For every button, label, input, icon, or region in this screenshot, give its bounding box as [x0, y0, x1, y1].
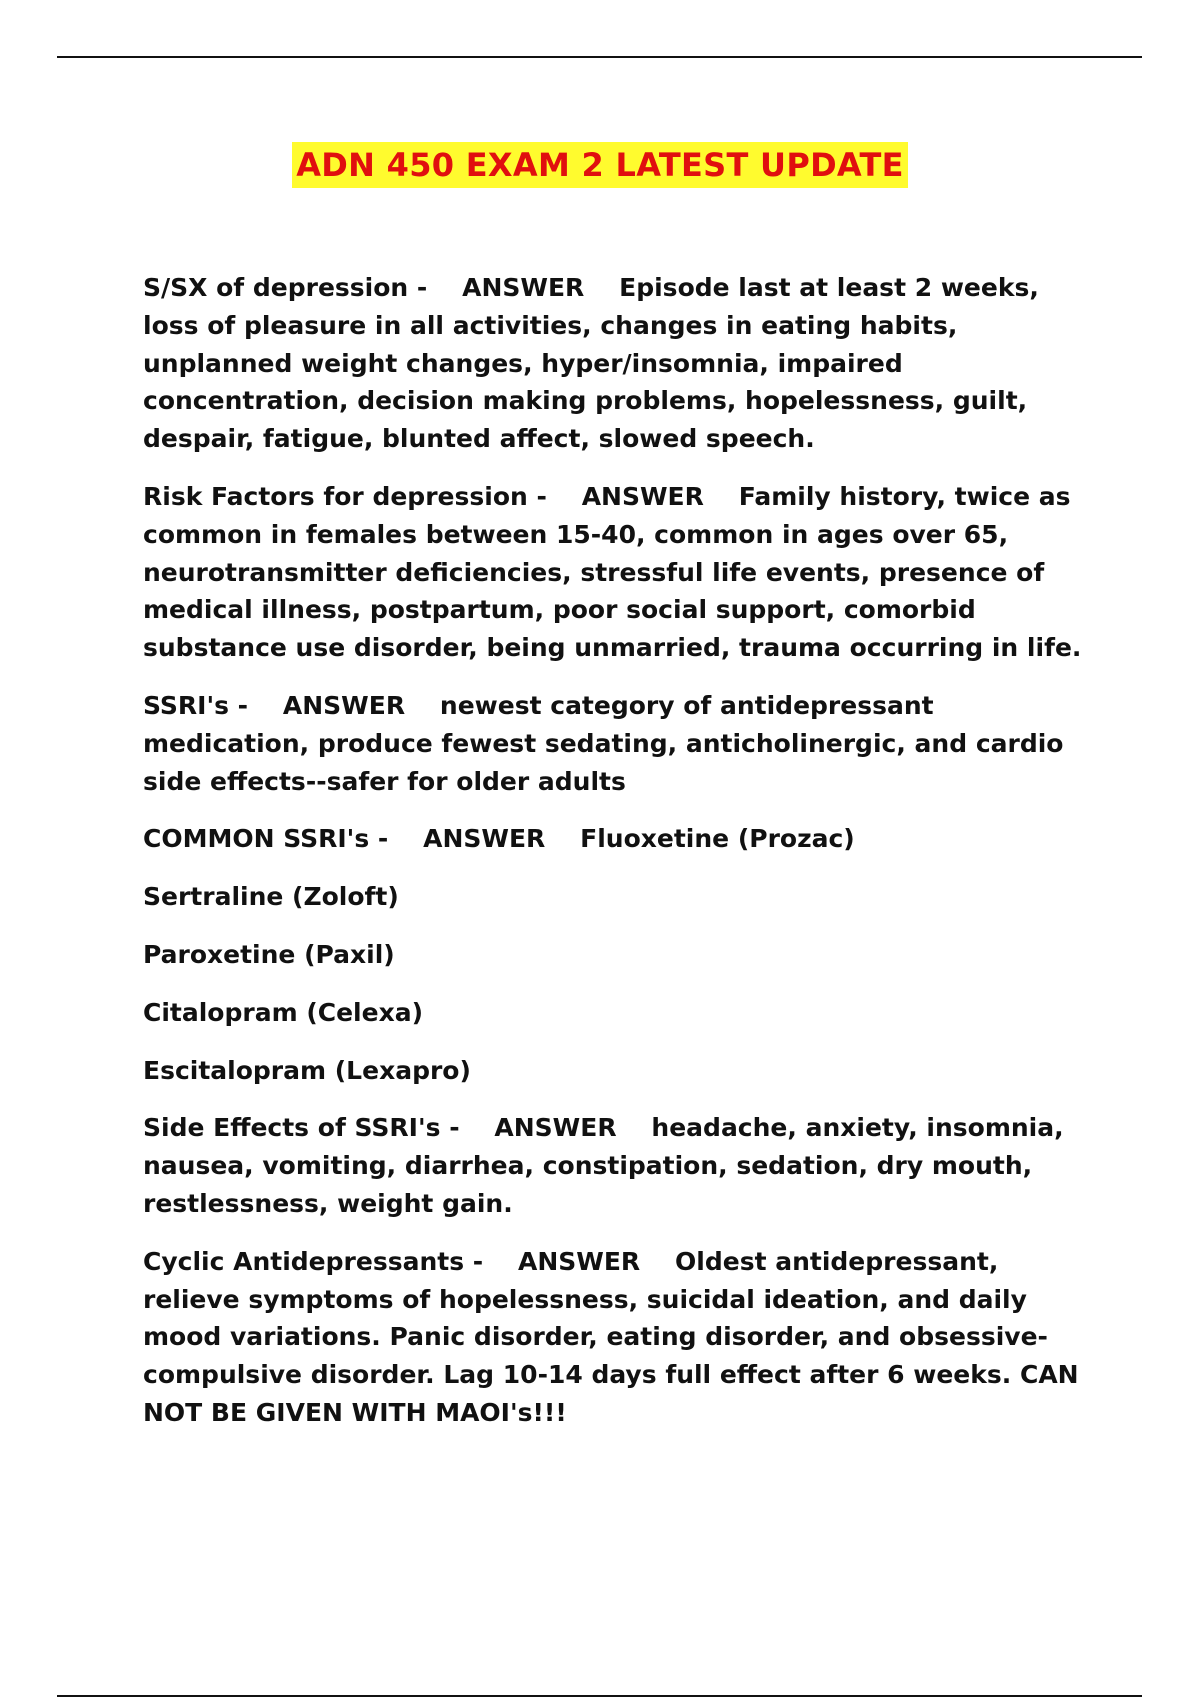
entry-answer: newest category of antidepressant medication, produce fewest sedating, anticholinergic, and cardio side effects--safer for older adults: [143, 690, 1064, 796]
entry-answer: Episode last at least 2 weeks, loss of pleasure in all activities, changes in eating habits, unplanned weight changes, hyper/insomnia, impaired concentration, decision making problems, hopelessness, guilt, despair, fatigue, blunted affect, slowed speech.: [143, 273, 1039, 454]
qa-entry-ssri-side-effects: [143, 1109, 1083, 1222]
qa-entry-common-ssris: [143, 820, 1083, 858]
qa-entry-ssris: [143, 687, 1083, 800]
entry-answer-label: ANSWER: [494, 1113, 617, 1143]
ssri-drug-line: Paroxetine (Paxil): [143, 939, 395, 969]
entry-answer: Oldest antidepressant, relieve symptoms of hopelessness, suicidal ideation, and daily mood variations. Panic disorder, eating disorder, and obsessive-compulsive disorder. Lag 10-14 days full effect after 6 weeks. CAN NOT BE GIVEN WITH MAOI's!!!: [143, 1246, 1079, 1427]
entry-answer: Family history, twice as common in females between 15-40, common in ages over 65, neurotransmitter deficiencies, stressful life events, presence of medical illness, postpartum, poor social support, comorbid substance use disorder, being unmarried, trauma occurring in life.: [143, 481, 1082, 663]
top-rule: [57, 56, 1142, 58]
bottom-rule: [57, 1695, 1142, 1697]
entry-answer-label: ANSWER: [518, 1246, 641, 1276]
entry-term: Risk Factors for depression -: [143, 481, 547, 511]
ssri-drug-line: Sertraline (Zoloft): [143, 882, 399, 912]
entry-term: Side Effects of SSRI's -: [143, 1113, 460, 1143]
entry-term: SSRI's -: [143, 690, 249, 720]
ssri-drug-line: Citalopram (Celexa): [143, 997, 424, 1027]
entry-answer-label: ANSWER: [462, 273, 585, 302]
entry-answer-label: ANSWER: [581, 481, 704, 511]
entry-answer-label: ANSWER: [282, 690, 406, 720]
entry-term: Cyclic Antidepressants -: [143, 1246, 484, 1276]
ssri-drug-line: Escitalopram (Lexapro): [143, 1055, 471, 1085]
qa-entry-depression-symptoms: [143, 269, 1083, 458]
title-container: [0, 142, 1200, 188]
entry-term: COMMON SSRI's -: [143, 824, 389, 854]
entry-term: S/SX of depression -: [143, 273, 428, 302]
document-body: [143, 269, 1083, 1452]
entry-answer-label: ANSWER: [423, 824, 546, 854]
entry-answer: headache, anxiety, insomnia, nausea, vomiting, diarrhea, constipation, sedation, dry mouth, restlessness, weight gain.: [143, 1113, 1064, 1218]
qa-entry-cyclic-antidepressants: [143, 1243, 1083, 1432]
document-title: ADN 450 EXAM 2 LATEST UPDATE: [292, 142, 908, 188]
entry-answer: Fluoxetine (Prozac): [580, 824, 855, 854]
qa-entry-depression-risk-factors: [143, 478, 1083, 667]
